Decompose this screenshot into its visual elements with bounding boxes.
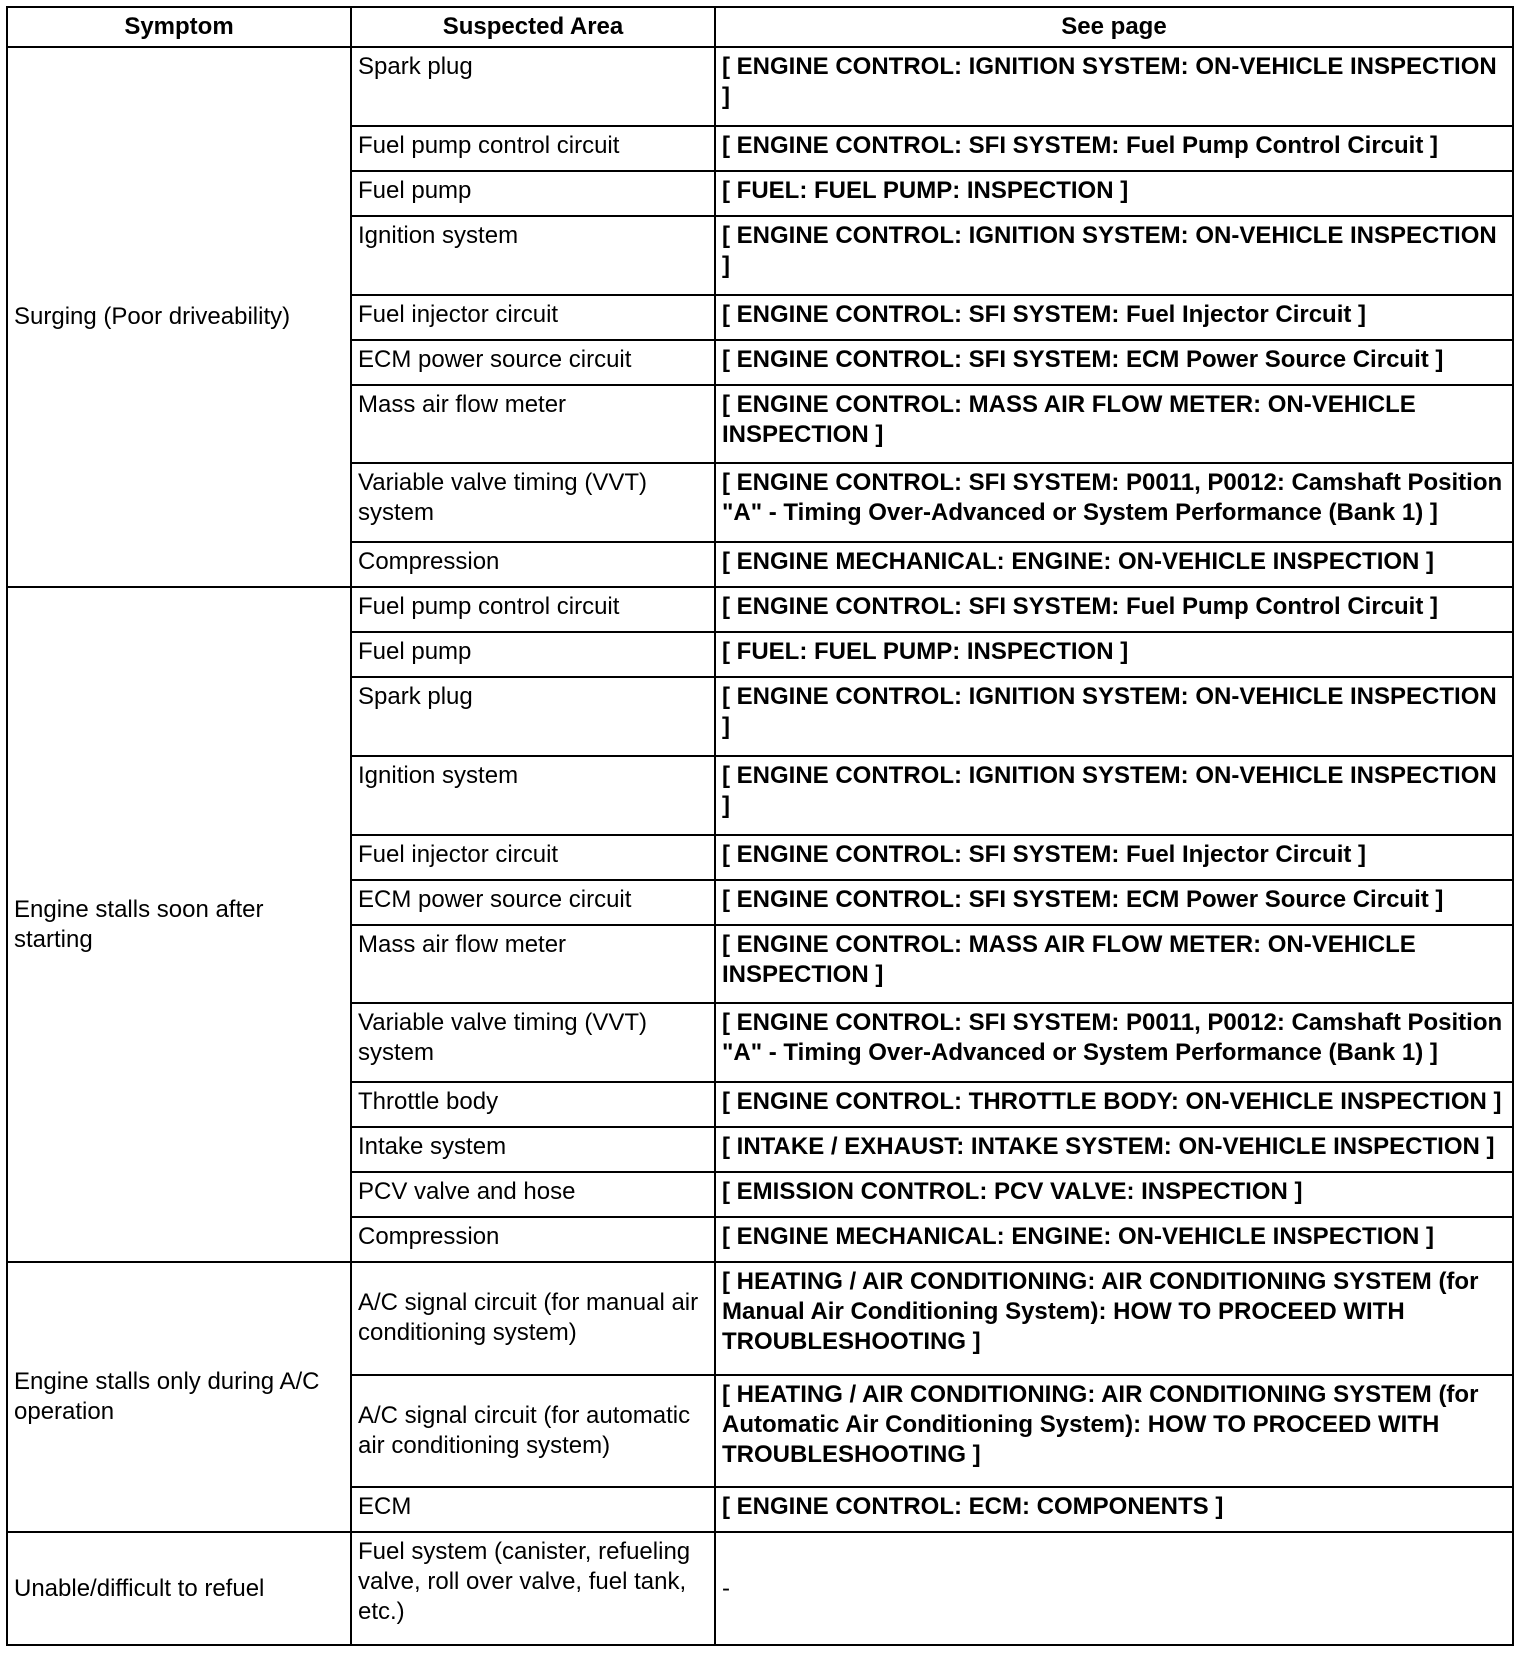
suspected-area-cell: Spark plug (351, 677, 715, 756)
suspected-area-cell: Variable valve timing (VVT) system (351, 1003, 715, 1082)
header-row (7, 7, 1513, 47)
suspected-area-cell: A/C signal circuit (for manual air conditioning system) (351, 1262, 715, 1375)
see-page-cell: [ ENGINE CONTROL: IGNITION SYSTEM: ON-VEHICLE INSPECTION ] (715, 47, 1513, 126)
suspected-area-cell: Intake system (351, 1127, 715, 1172)
suspected-area-cell: Compression (351, 542, 715, 587)
suspected-area-cell: Fuel system (canister, refueling valve, roll over valve, fuel tank, etc.) (351, 1532, 715, 1645)
suspected-area-cell: Variable valve timing (VVT) system (351, 463, 715, 542)
suspected-area-cell: Fuel pump control circuit (351, 587, 715, 632)
suspected-area-cell: Ignition system (351, 756, 715, 835)
see-page-cell: [ HEATING / AIR CONDITIONING: AIR CONDITIONING SYSTEM (for Automatic Air Conditioning System): HOW TO PROCEED WITH TROUBLESHOOTING ] (715, 1375, 1513, 1488)
see-page-cell: [ FUEL: FUEL PUMP: INSPECTION ] (715, 171, 1513, 216)
see-page-cell: [ ENGINE CONTROL: ECM: COMPONENTS ] (715, 1487, 1513, 1532)
suspected-area-cell: ECM power source circuit (351, 340, 715, 385)
suspected-area-cell: Compression (351, 1217, 715, 1262)
symptom-cell: Engine stalls soon after starting (7, 587, 351, 1262)
see-page-cell: [ ENGINE CONTROL: SFI SYSTEM: ECM Power Source Circuit ] (715, 340, 1513, 385)
see-page-cell: [ ENGINE CONTROL: SFI SYSTEM: ECM Power Source Circuit ] (715, 880, 1513, 925)
suspected-area-cell: A/C signal circuit (for automatic air conditioning system) (351, 1375, 715, 1488)
see-page-cell: [ ENGINE CONTROL: IGNITION SYSTEM: ON-VEHICLE INSPECTION ] (715, 756, 1513, 835)
see-page-cell: [ ENGINE CONTROL: SFI SYSTEM: P0011, P0012: Camshaft Position "A" - Timing Over-Advanced or System Performance (Bank 1) ] (715, 1003, 1513, 1082)
see-page-cell: [ ENGINE MECHANICAL: ENGINE: ON-VEHICLE INSPECTION ] (715, 542, 1513, 587)
table-row (7, 587, 1513, 632)
see-page-cell: [ ENGINE CONTROL: SFI SYSTEM: Fuel Injector Circuit ] (715, 295, 1513, 340)
symptom-cell: Engine stalls only during A/C operation (7, 1262, 351, 1532)
table-row (7, 1532, 1513, 1645)
see-page-cell: [ ENGINE CONTROL: MASS AIR FLOW METER: ON-VEHICLE INSPECTION ] (715, 385, 1513, 464)
see-page-cell: [ ENGINE CONTROL: SFI SYSTEM: Fuel Pump Control Circuit ] (715, 587, 1513, 632)
suspected-area-cell: Ignition system (351, 216, 715, 295)
see-page-cell: - (715, 1532, 1513, 1645)
suspected-area-cell: Fuel pump control circuit (351, 126, 715, 171)
see-page-cell: [ ENGINE CONTROL: THROTTLE BODY: ON-VEHICLE INSPECTION ] (715, 1082, 1513, 1127)
suspected-area-cell: Fuel pump (351, 171, 715, 216)
see-page-cell: [ ENGINE MECHANICAL: ENGINE: ON-VEHICLE INSPECTION ] (715, 1217, 1513, 1262)
suspected-area-cell: Fuel injector circuit (351, 295, 715, 340)
see-page-cell: [ ENGINE CONTROL: SFI SYSTEM: P0011, P0012: Camshaft Position "A" - Timing Over-Advanced or System Performance (Bank 1) ] (715, 463, 1513, 542)
suspected-area-cell: ECM power source circuit (351, 880, 715, 925)
see-page-cell: [ HEATING / AIR CONDITIONING: AIR CONDITIONING SYSTEM (for Manual Air Conditioning System): HOW TO PROCEED WITH TROUBLESHOOTING ] (715, 1262, 1513, 1375)
suspected-area-cell: Spark plug (351, 47, 715, 126)
see-page-cell: [ ENGINE CONTROL: IGNITION SYSTEM: ON-VEHICLE INSPECTION ] (715, 216, 1513, 295)
see-page-cell: [ ENGINE CONTROL: MASS AIR FLOW METER: ON-VEHICLE INSPECTION ] (715, 925, 1513, 1004)
see-page-cell: [ EMISSION CONTROL: PCV VALVE: INSPECTION ] (715, 1172, 1513, 1217)
suspected-area-cell: Mass air flow meter (351, 385, 715, 464)
symptom-cell: Surging (Poor driveability) (7, 47, 351, 587)
see-page-cell: [ ENGINE CONTROL: SFI SYSTEM: Fuel Injector Circuit ] (715, 835, 1513, 880)
troubleshooting-table (6, 6, 1514, 1646)
suspected-area-cell: Mass air flow meter (351, 925, 715, 1004)
suspected-area-cell: ECM (351, 1487, 715, 1532)
table-row (7, 1262, 1513, 1375)
header-symptom: Symptom (7, 7, 351, 47)
table-row (7, 47, 1513, 126)
suspected-area-cell: Fuel injector circuit (351, 835, 715, 880)
see-page-cell: [ FUEL: FUEL PUMP: INSPECTION ] (715, 632, 1513, 677)
header-suspected-area: Suspected Area (351, 7, 715, 47)
suspected-area-cell: PCV valve and hose (351, 1172, 715, 1217)
header-see-page: See page (715, 7, 1513, 47)
see-page-cell: [ ENGINE CONTROL: SFI SYSTEM: Fuel Pump Control Circuit ] (715, 126, 1513, 171)
symptom-cell: Unable/difficult to refuel (7, 1532, 351, 1645)
suspected-area-cell: Throttle body (351, 1082, 715, 1127)
see-page-cell: [ INTAKE / EXHAUST: INTAKE SYSTEM: ON-VEHICLE INSPECTION ] (715, 1127, 1513, 1172)
suspected-area-cell: Fuel pump (351, 632, 715, 677)
see-page-cell: [ ENGINE CONTROL: IGNITION SYSTEM: ON-VEHICLE INSPECTION ] (715, 677, 1513, 756)
